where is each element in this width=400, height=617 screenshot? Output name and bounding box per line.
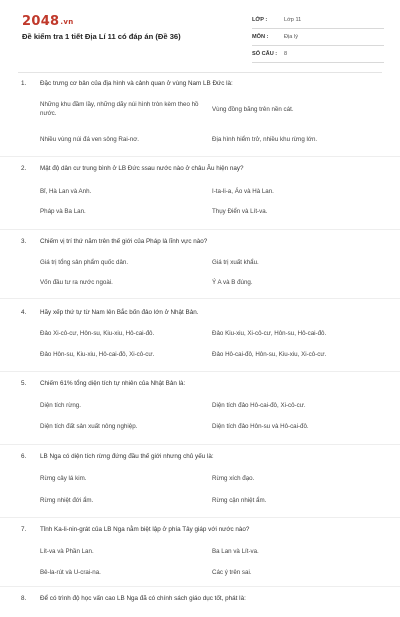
meta-row-subject [252, 29, 384, 46]
question-item [0, 229, 400, 298]
option-d[interactable]: Ý A và B đúng. [212, 279, 253, 286]
logo-suffix: .vn [60, 18, 74, 26]
meta-label: MÔN : [252, 34, 269, 40]
question-list [0, 78, 400, 617]
question-item [0, 156, 400, 229]
option-c[interactable]: Nhiều vùng núi đá ven sông Rai-nơ. [40, 136, 139, 143]
question-text: Chiếm vị trí thứ năm trên thế giới của Pháp là lĩnh vực nào? [40, 238, 208, 245]
option-d[interactable]: Diện tích đảo Hôn-su và Hô-cai-đô. [212, 423, 309, 430]
question-number: 8. [21, 595, 27, 602]
question-stem [21, 238, 381, 245]
question-text: Tỉnh Ka-li-nin-grát của LB Nga nằm biệt lập ở phía Tây giáp với nước nào? [40, 526, 250, 533]
question-item [0, 371, 400, 444]
meta-label: LỚP : [252, 17, 268, 23]
meta-value: Địa lý [284, 34, 298, 40]
page-title: Đề kiểm tra 1 tiết Địa Lí 11 có đáp án (Đề 36) [22, 32, 181, 41]
option-d[interactable]: Các ý trên sai. [212, 569, 252, 576]
option-a[interactable]: Diện tích rừng. [40, 402, 81, 409]
option-b[interactable]: Rừng xích đạo. [212, 475, 255, 482]
question-stem [21, 453, 381, 460]
logo-main: 2048 [22, 14, 60, 29]
option-c[interactable]: Rừng nhiệt đới ẩm. [40, 497, 94, 504]
option-d[interactable]: Thụy Điển và Lít-va. [212, 208, 268, 215]
option-c[interactable]: Bê-la-rút và U-crai-na. [40, 569, 101, 576]
option-b[interactable]: Ba Lan và Lít-va. [212, 548, 259, 555]
question-text: Để có trình độ học vấn cao LB Nga đã có chính sách giáo dục tốt, phát là: [40, 595, 246, 602]
option-b[interactable]: Vùng đồng băng trên nền cát. [212, 106, 294, 113]
meta-label: SỐ CÂU : [252, 51, 278, 57]
meta-table [252, 12, 384, 63]
option-c[interactable]: Vốn đầu tư ra nước ngoài. [40, 279, 113, 286]
question-item [0, 444, 400, 517]
question-number: 2. [21, 165, 27, 172]
question-stem [21, 165, 381, 172]
option-c[interactable]: Đảo Hôn-su, Kiu-xiu, Hô-cai-đô, Xi-cô-cư. [40, 351, 155, 358]
question-text: Hãy xếp thứ tự từ Nam lên Bắc bốn đảo lớn ở Nhật Bản. [40, 309, 199, 316]
question-item [0, 298, 400, 371]
header-divider [18, 72, 382, 73]
meta-row-count [252, 46, 384, 63]
question-text: Đặc trưng cơ bản của địa hình và cảnh quan ở vùng Nam LB Đức là: [40, 80, 233, 87]
question-text: LB Nga có diện tích rừng đứng đầu thế giới nhưng chủ yếu là: [40, 453, 214, 460]
question-stem [21, 380, 381, 387]
option-b[interactable]: Diện tích đảo Hô-cai-đô, Xi-cô-cư. [212, 402, 306, 409]
question-stem [21, 80, 381, 87]
question-item [0, 517, 400, 586]
option-a[interactable]: Những khu đầm lầy, những dãy núi hình tròn kèm theo hồ nước. [40, 101, 199, 117]
question-number: 4. [21, 309, 27, 316]
option-d[interactable]: Đảo Hô-cai-đô, Hôn-su, Kiu-xiu, Xi-cô-cư. [212, 351, 327, 358]
meta-value: 8 [284, 51, 288, 57]
option-b[interactable]: Giá trị xuất khẩu. [212, 259, 259, 266]
question-stem [21, 526, 381, 533]
question-stem [21, 309, 381, 316]
option-a[interactable]: Đảo Xi-cô-cư, Hôn-su, Kiu-xiu, Hô-cai-đô. [40, 330, 155, 337]
question-text: Chiếm 61% tổng diện tích tự nhiên của Nhật Bản là: [40, 380, 186, 387]
meta-value: Lớp 11 [284, 17, 302, 23]
option-d[interactable]: Địa hình hiểm trở, nhiều khu rừng lớn. [212, 136, 318, 143]
option-a[interactable]: Bỉ, Hà Lan và Anh. [40, 188, 92, 195]
option-b[interactable]: Đảo Kiu-xiu, Xi-cô-cư, Hôn-su, Hô-cai-đô. [212, 330, 327, 337]
option-c[interactable]: Pháp và Ba Lan. [40, 208, 86, 215]
question-number: 6. [21, 453, 27, 460]
option-b[interactable]: I-ta-li-a, Áo và Hà Lan. [212, 188, 274, 195]
option-a[interactable]: Lít-va và Phần Lan. [40, 548, 94, 555]
question-number: 1. [21, 80, 27, 87]
question-number: 5. [21, 380, 27, 387]
question-item [0, 586, 400, 617]
question-item [0, 78, 400, 156]
question-number: 7. [21, 526, 27, 533]
option-c[interactable]: Diện tích đất sản xuất nông nghiệp. [40, 423, 138, 430]
page-header [0, 0, 400, 64]
option-a[interactable]: Giá trị tổng sản phẩm quốc dân. [40, 259, 129, 266]
question-stem [21, 595, 381, 602]
question-number: 3. [21, 238, 27, 245]
option-d[interactable]: Rừng cận nhiệt ẩm. [212, 497, 267, 504]
question-text: Mật độ dân cư trung bình ở LB Đức ssau nước nào ở châu Âu hiện nay? [40, 165, 244, 172]
site-logo[interactable] [22, 14, 74, 29]
meta-row-class [252, 12, 384, 29]
option-a[interactable]: Rừng cây lá kim. [40, 475, 87, 482]
